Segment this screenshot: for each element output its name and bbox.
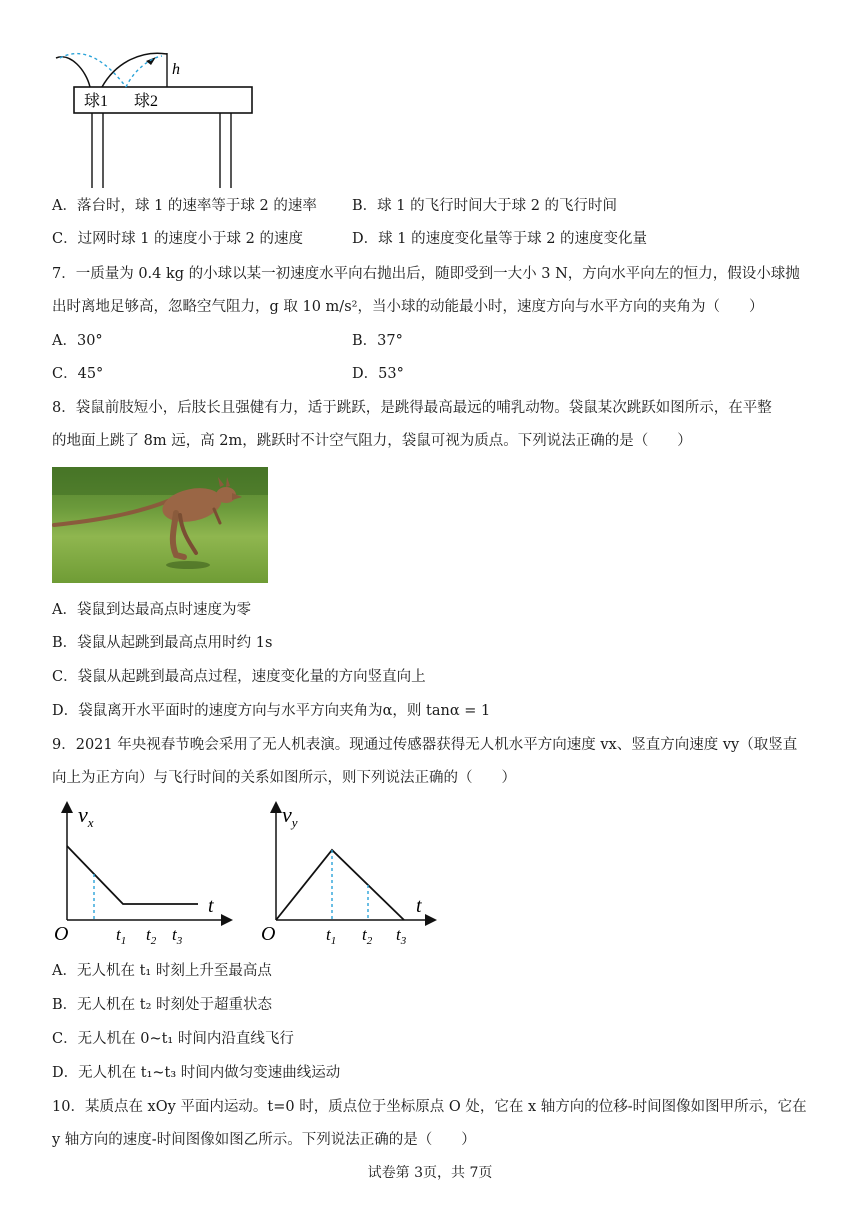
vx-origin: O: [54, 923, 69, 945]
vx-tick-t2: $t_2$: [146, 925, 157, 947]
q7-stem-line2: 出时离地足够高，忽略空气阻力，g 取 10 m/s²，当小球的动能最小时，速度方向与水平方向的夹角为（ ）: [52, 299, 764, 315]
vy-origin: O: [261, 923, 276, 945]
vy-tick-t3: $t_3$: [396, 925, 407, 947]
q10-stem-line2: y 轴方向的速度-时间图像如图乙所示。下列说法正确的是（ ）: [52, 1132, 476, 1148]
height-label: h: [172, 61, 180, 78]
vy-line: [276, 850, 404, 920]
q8-option-a: A．袋鼠到达最高点时速度为零: [52, 602, 251, 618]
q9-option-a: A．无人机在 t₁ 时刻上升至最高点: [52, 963, 272, 979]
vx-tick-t1: $t_1$: [116, 925, 127, 947]
q8-stem-line1: 8．袋鼠前肢短小，后肢长且强健有力，适于跳跃，是跳得最高最远的哺乳动物。袋鼠某次跳跃如图所示，在平整: [52, 400, 772, 416]
q7-option-d: D．53°: [352, 366, 404, 382]
trajectory-ball2: [60, 54, 162, 87]
vx-line: [67, 846, 198, 904]
q8-option-d: D．袋鼠离开水平面时的速度方向与水平方向夹角为α，则 tanα = 1: [52, 703, 491, 719]
q7-option-c: C．45°: [52, 366, 104, 382]
q7-option-b: B．37°: [352, 333, 403, 349]
q9-option-d: D．无人机在 t₁~t₃ 时间内做匀变速曲线运动: [52, 1065, 341, 1081]
q9-stem-line2: 向上为正方向）与飞行时间的关系如图所示，则下列说法正确的（ ）: [52, 770, 516, 786]
page-footer: 试卷第 3页，共 7页: [367, 1165, 493, 1181]
vx-tick-t3: $t_3$: [172, 925, 183, 947]
kangaroo-photo: [52, 467, 268, 583]
q8-option-c: C．袋鼠从起跳到最高点过程，速度变化量的方向竖直向上: [52, 669, 426, 685]
vy-tick-t2: $t_2$: [362, 925, 373, 947]
q10-stem-line1: 10．某质点在 xOy 平面内运动。t=0 时，质点位于坐标原点 O 处，它在 x 轴方向的位移-时间图像如图甲所示，它在: [52, 1099, 807, 1115]
vy-tick-t1: $t_1$: [326, 925, 337, 947]
ball2-label: 球2: [134, 93, 159, 110]
q8-stem-line2: 的地面上跳了 8m 远，高 2m，跳跃时不计空气阻力，袋鼠可视为质点。下列说法正确的是（ ）: [52, 433, 692, 449]
q9-option-c: C．无人机在 0~t₁ 时间内沿直线飞行: [52, 1031, 294, 1047]
vy-xlabel: t: [416, 895, 422, 917]
q6-option-d: D．球 1 的速度变化量等于球 2 的速度变化量: [352, 231, 648, 247]
q7-stem-line1: 7．一质量为 0.4 kg 的小球以某一初速度水平向右抛出后，随即受到一大小 3 N，方向水平向左的恒力，假设小球抛: [52, 266, 800, 282]
q6-option-a: A．落台时，球 1 的速率等于球 2 的速率: [52, 198, 317, 214]
ball1-label: 球1: [84, 93, 109, 110]
q6-option-b: B．球 1 的飞行时间大于球 2 的飞行时间: [352, 198, 618, 214]
trajectory-ball1: [56, 57, 90, 87]
q6-option-c: C．过网时球 1 的速度小于球 2 的速度: [52, 231, 303, 247]
q7-option-a: A．30°: [52, 333, 103, 349]
q9-stem-line1: 9．2021 年央视春节晚会采用了无人机表演。现通过传感器获得无人机水平方向速度 vx、竖直方向速度 vy（取竖直: [52, 737, 798, 753]
q9-option-b: B．无人机在 t₂ 时刻处于超重状态: [52, 997, 273, 1013]
vx-graph: [50, 800, 240, 950]
table-tennis-figure: [50, 30, 270, 190]
vx-xlabel: t: [208, 895, 214, 917]
vy-ylabel: $v_y$: [282, 802, 298, 830]
vx-ylabel: $v_x$: [78, 802, 94, 830]
vy-graph: [258, 800, 448, 950]
q8-option-b: B．袋鼠从起跳到最高点用时约 1s: [52, 635, 273, 651]
